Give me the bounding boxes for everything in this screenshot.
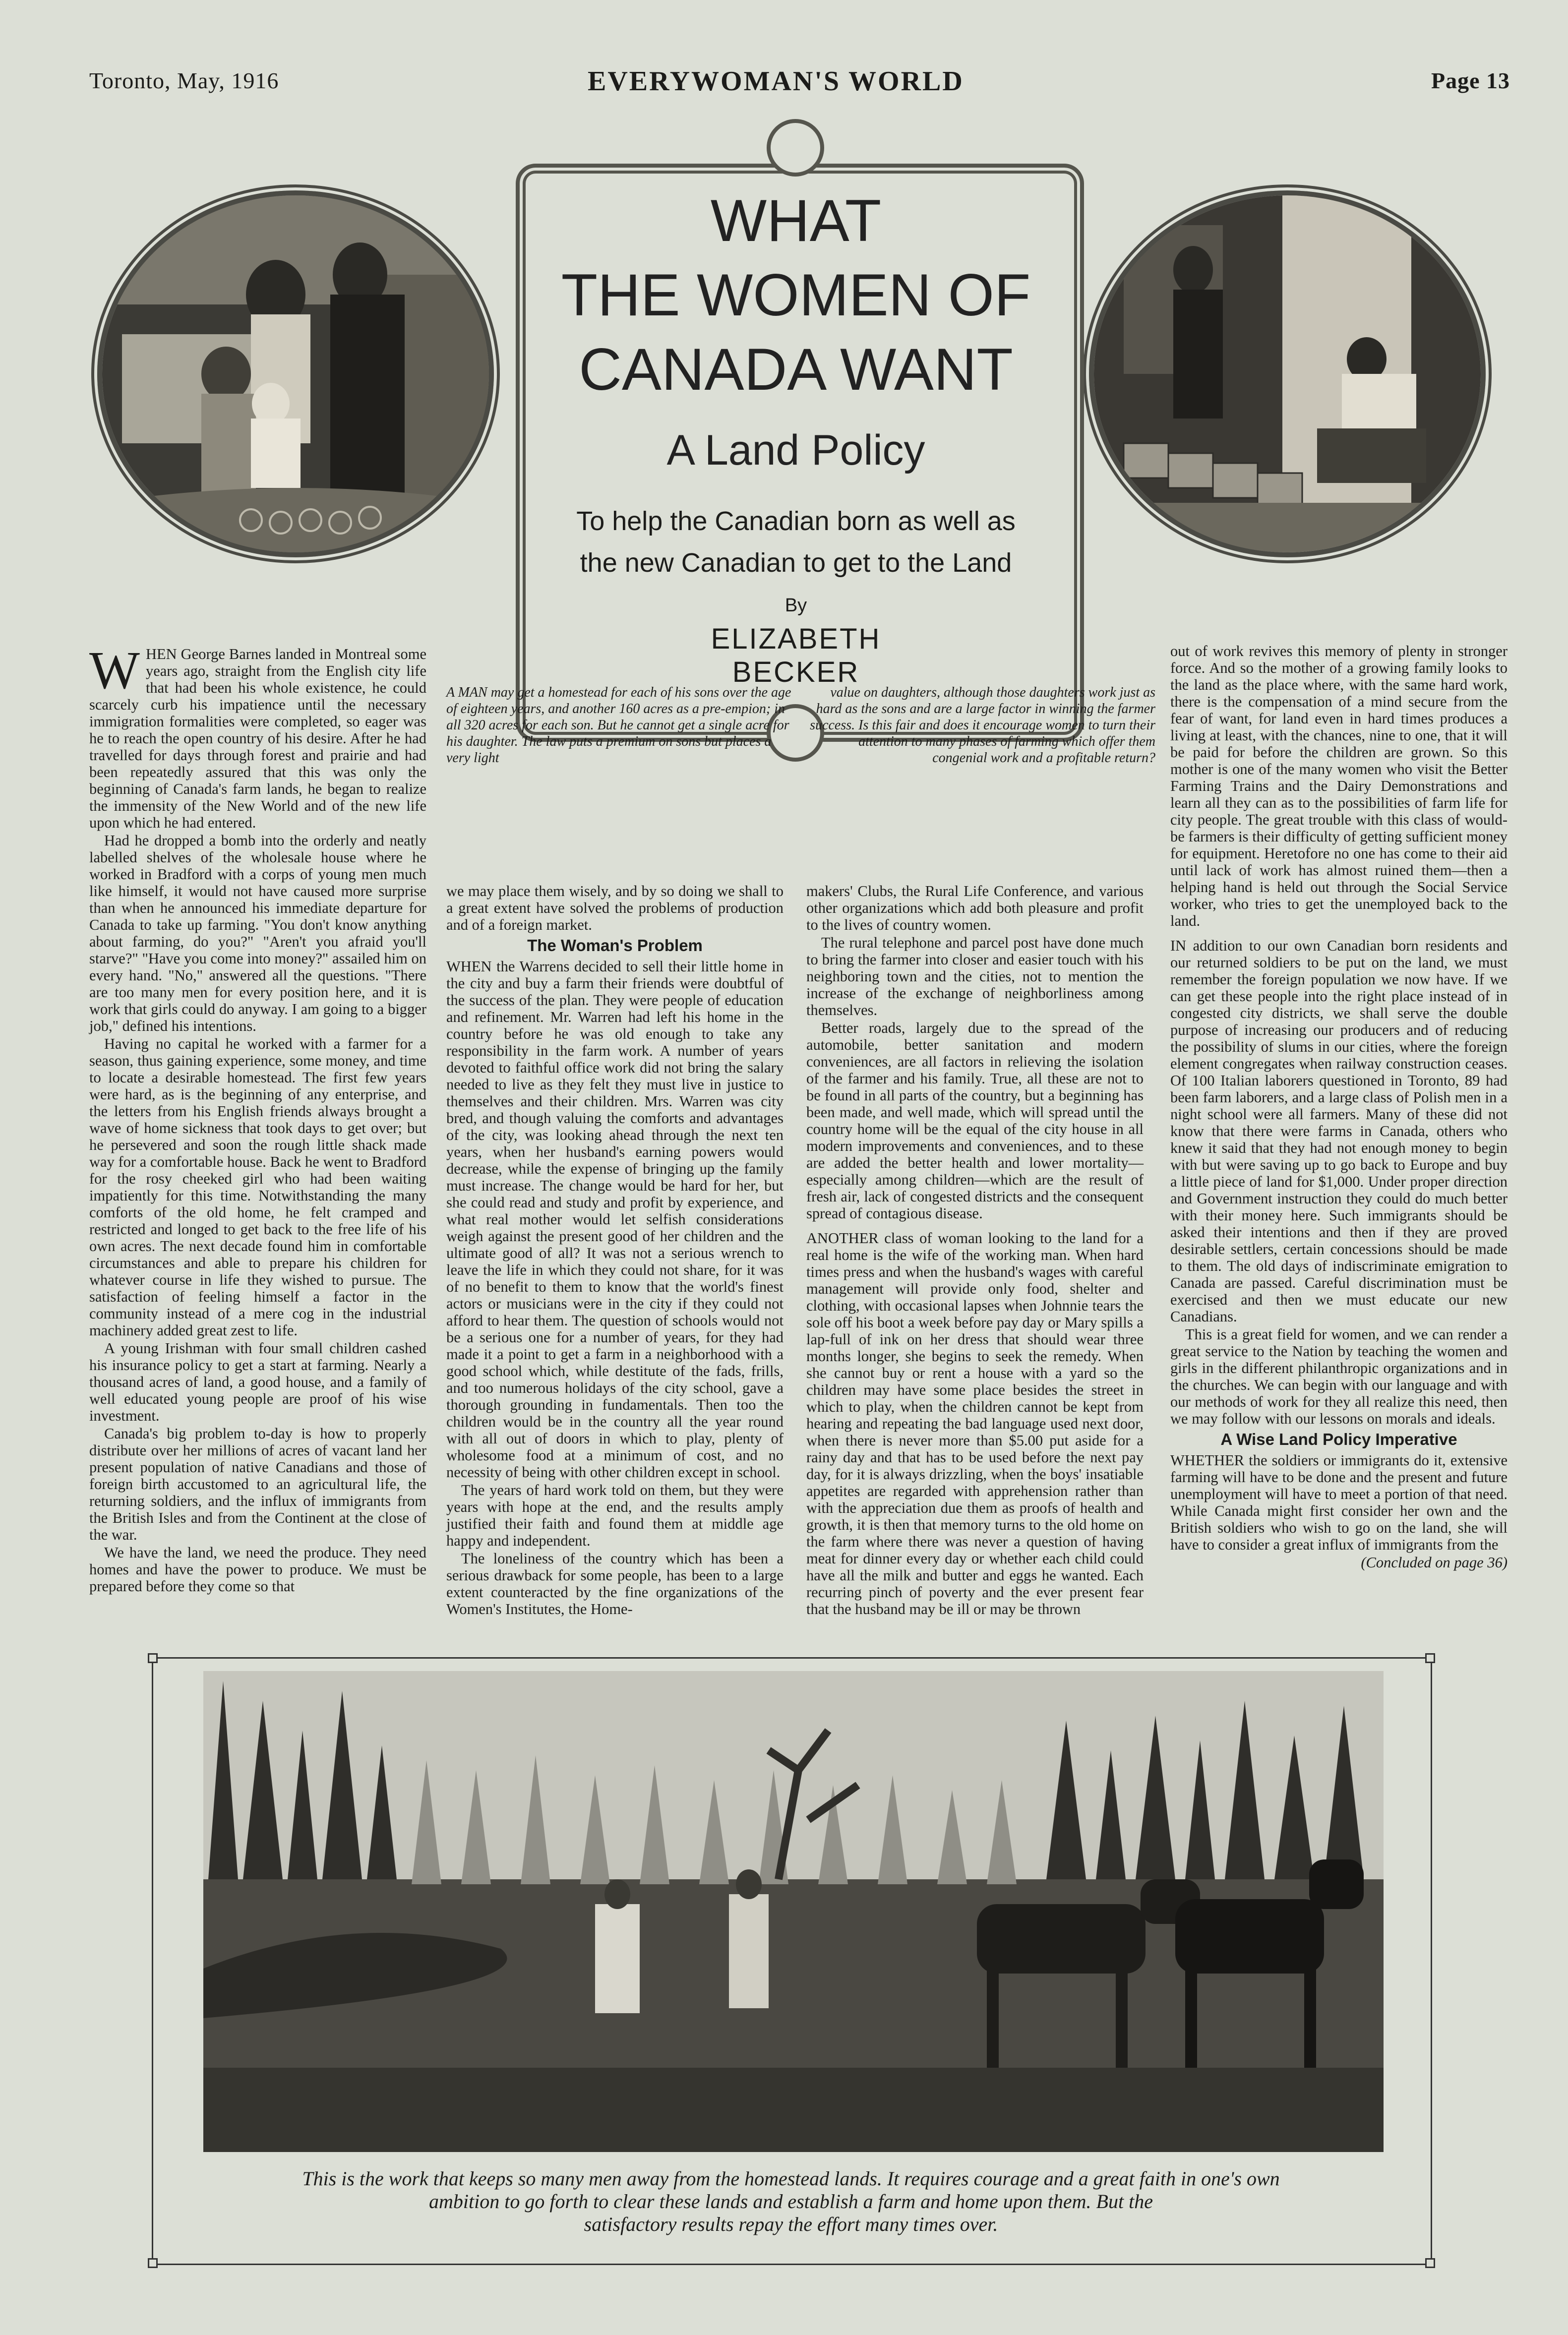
caption-line-2: ambition to go forth to clear these lands and establish a farm and home upon them. But the [429,2190,1153,2213]
c3-p2: The rural telephone and parcel post have done much to bring the farmer into closer and easier touch with his neighboring town and the cities, not to mention the increase of the exchange of neighborliness among themselves. [806,934,1144,1018]
title-line-2: THE WOMEN OF [561,262,1031,328]
photo-land-clearing-image [203,1671,1384,2152]
c1-p1: HEN George Barnes landed in Montreal some years ago, straight from the English city life that had been his whole existence, he could scarcely curb his impatience until the necessary immigration formalities were completed, so eager was he to reach the open country of his desire. After he had travelled for days through forest and prairie and had been repeatedly assured that this was only the beginning of Canada's farm lands, he began to realize the immensity of the New World and of the new life upon which he had entered. [89,646,426,831]
title-line-3: CANADA WANT [579,336,1013,403]
c4-p1: out of work revives this memory of plenty in stronger force. And so the mother of a growing family looks to the land as the place where, with the same hard work, there is the compensation of a mind secure from the fear of want, for land even in hard times produces a living at least, with the chances, nine to one, that it will be paid for before the children are grown. So this mother is one of the many women who visit the Better Farming Trains and the Dairy Demonstrations and learn all they can as to the possibilities of farm life for city people. The great trouble with this class of would-be farmers is their difficulty of getting sufficient money for equipment. Heretofore no one has come to their aid until lack of work has almost ruined them—then a helping hand is held out through the Social Service worker, who tries to get the unemployed back to the land. [1170,643,1508,929]
column-1 [89,641,426,1596]
column-4 [1170,643,1508,1572]
c2-p2: WHEN the Warrens decided to sell their little home in the city and buy a farm their friends were doubtful of the success of the plan. They were people of education and refinement. Mr. Warren had left his home in the country before he was old enough to take any responsibility in the farm work. A number of years devoted to faithful office work did not bring the salary needed to live as they felt they must live in justice to themselves and their children. Mrs. Warren was city bred, and though valuing the comforts and advantages of the city, was looking ahead through the next ten years, when her husband's earning powers would decrease, while the expense of bringing up the family must increase. The change would be hard for her, but she could read and study and profit by experience, and what real mother would let selfish considerations weigh against the present good of her children and the ultimate good of all? It was not a serious wrench to leave the life in which they could not share, for it was of no benefit to them to know that the world's finest actors or musicians were in the city if they could not afford to hear them. The question of schools would not be a serious one for a number of years, for they had made it a point to get a farm in a neighborhood with a good school which, while destitute of the fads, frills, and too numerous holidays of the city school, gave a thorough grounding in fundamentals. Then too the children would be in the country all the year round with all out of doors in which to play, plenty of wholesome food at a minimum of cost, and no necessity of being with other children except in school. [446,958,784,1481]
author-first: ELIZABETH [711,623,881,655]
c3-p1: makers' Clubs, the Rural Life Conference, and various other organizations which add both pleasure and profit to the lives of country women. [806,883,1144,933]
subtitle: A Land Policy [666,426,925,474]
heading-womans-problem: The Woman's Problem [527,936,703,955]
photo-land-clearing [203,1671,1384,2152]
frame-corner-br [1425,2258,1435,2268]
c4-p2: IN addition to our own Canadian born residents and our returned soldiers to be put on the land, we must remember the foreign population we now have. If we can get these people into the right place instead of in congested city districts, we shall serve the double purpose of increasing our producers and of reducing the possibility of slums in our cities, where the foreign element congregates when railway construction ceases. Of 100 Italian laborers questioned in Toronto, 89 had been farm laborers, and a large class of Polish men in a night school were all farmers. Many of these did not know that there were farms in Canada, others who knew it said that they had not enough money to begin with but were saving up to go back to Europe and buy a little piece of land for $1,000. Under proper direction and Government instruction they could do much better with their money here. Such immigrants should be asked their intentions and then if they are proved desirable settlers, certain concessions should be made to them. The old days of indiscriminate emigration to Canada are passed. Careful discrimination must be exercised and then we must educate our new Canadians. [1170,937,1508,1325]
c1-p6: We have the land, we need the produce. They need homes and have the power to produce. We must be prepared before they come so that [89,1544,426,1595]
heading-wise-land-policy: A Wise Land Policy Imperative [1220,1430,1457,1448]
c2-p4: The loneliness of the country which has been a serious drawback for some people, has been to a large extent counteracted by the fine organizations of the Women's Institutes, the Home- [446,1550,784,1617]
author-last: BECKER [732,656,860,688]
c4-p4: WHETHER the soldiers or immigrants do it, extensive farming will have to be done and the present and future unemployment will have to meet a portion of that need. While Canada might first consider her own and the British soldiers who wish to go on the land, she will have to consider a great influx of immigrants from the [1170,1452,1508,1553]
photo-man-crates [1089,190,1486,557]
caption-line-1: This is the work that keeps so many men away from the homestead lands. It requires courage and a great faith in one's own [302,2167,1280,2190]
c2-p1: we may place them wisely, and by so doing we shall to a great extent have solved the problems of production and of a foreign market. [446,883,784,933]
c3-p4: ANOTHER class of woman looking to the land for a real home is the wife of the working man. When hard times press and when the husband's wages with careful management will provide only food, shelter and clothing, with occasional lapses when Johnnie tears the sole off his boot a week before pay day or Mary spills a lap-full of ink on her dress that should wear three months longer, she begins to seek the remedy. When she cannot buy or rent a house with a yard so the children may have some place besides the street in which to play, when the children cannot be kept from hearing and repeating the bad language used next door, when there is never more than $5.00 put aside for a rainy day and that has to be used before the next pay day, for it is always drizzling, when the boys' insatiable appetites are regarded with apprehension rather than with the appreciation due them as proofs of health and growth, it is then that memory turns to the old home on the farm where there was never a question of having meat for dinner every day or whether each child could have all the milk and butter and eggs he wanted. Each recurring pinch of poverty and the ever present fear that the husband may be ill or may be thrown [806,1230,1144,1617]
c1-p4: A young Irishman with four small children cashed his insurance policy to get a start at farming. Nearly a thousand acres of land, a good house, and a family of well educated young people are proof of his wise investment. [89,1340,426,1424]
photo-man-crates-image [1094,195,1481,552]
c1-p5: Canada's big problem to-day is how to properly distribute over her millions of acres of vacant land her present population of native Canadians and those of foreign birth accustomed to an agricultural life, the returning soldiers, and the influx of immigrants from the British Isles and from the Continent at the close of the war. [89,1425,426,1543]
column-3 [806,883,1144,1618]
photo-women-kitchen [97,190,494,557]
header-date: Toronto, May, 1916 [89,68,279,93]
deck-line-2: the new Canadian to get to the Land [580,548,1012,578]
page-number: Page 13 [1431,68,1510,93]
c4-p3: This is a great field for women, and we can render a great service to the Nation by teaching the women and girls in the different philanthropic organizations and in the churches. We can begin with our language and with our methods of work for they all realize this need, then we may follow with our lessons on morals and ideals. [1170,1326,1508,1427]
masthead: EVERYWOMAN'S WORLD [588,66,964,97]
c3-p3: Better roads, largely due to the spread of the automobile, better sanitation and modern conveniences, are all factors in relieving the isolation of the farmer and his family. True, all these are not to be found in all parts of the country, but a beginning has been made, and well made, which will spread until the country home will be the equal of the city house in all modern improvements and conveniences, and to these are added the better health and lower mortality—especially among children—which are the result of fresh air, lack of congested districts and the consequent spread of contagious disease. [806,1019,1144,1222]
photo-women-kitchen-image [102,195,489,552]
title-line-1: WHAT [710,187,882,254]
byline-by: By [784,595,807,616]
pullquote-left: A MAN may get a homestead for each of his sons over the age of eighteen years, and another 160 acres as a pre-empion; in all 320 acres for each son. But he cannot get a single acre for his daughter. The law puts a premium on sons but places a very light [446,685,791,766]
c2-p3: The years of hard work told on them, but they were years with hope at the end, and the results amply justified their faith and found them at middle age happy and independent. [446,1482,784,1549]
deck-line-1: To help the Canadian born as well as [576,506,1016,536]
pullquote-right: value on daughters, although those daughters work just as hard as the sons and are a large factor in winning the farmer success. Is this fair and does it encourage women to turn their attention to many phases of farming which offer them congenial work and a profitable return? [810,685,1155,766]
c1-p3: Having no capital he worked with a farmer for a season, thus gaining experience, some money, and time to locate a desirable homestead. The first few years were hard, as is the beginning of any enterprise, and the letters from his English friends always brought a wave of home sickness that took days to get over; but he persevered and soon the rough little shack made way for a comfortable house. Back he went to Bradford for the rosy cheeked girl who had been waiting impatiently for this time. Notwithstanding the many comforts of the old home, he felt cramped and restricted and longed to get back to the free life of his own acres. The next decade found him in comfortable circumstances and able to prepare his children for whatever course in life they wished to pursue. The satisfaction of feeling himself a factor in the community instead of a mere cog in the industrial machinery added great zest to life. [89,1035,426,1339]
frame-corner-tl [148,1653,158,1663]
frame-corner-bl [148,2258,158,2268]
drop-cap-w: W [89,641,140,700]
frame-ornament-top [767,119,824,177]
caption-line-3: satisfactory results repay the effort many times over. [584,2213,998,2235]
frame-corner-tr [1425,1653,1435,1663]
column-2 [446,883,784,1618]
c1-p2: Had he dropped a bomb into the orderly and neatly labelled shelves of the wholesale house where he worked in Bradford with a corps of young men much like himself, it would not have caused more surprise than when he announced his immediate departure for Canada to take up farming. "You don't know anything about farming, do you?" "Aren't you afraid you'll starve?" "Have you come into money?" assailed him on every hand. "No," answered all the questions. "There are too many men for every position here, and it is work that girls could do anyway. I am going to a bigger job," defined his intentions. [89,832,426,1034]
continued-note: (Concluded on page 36) [1361,1554,1508,1571]
